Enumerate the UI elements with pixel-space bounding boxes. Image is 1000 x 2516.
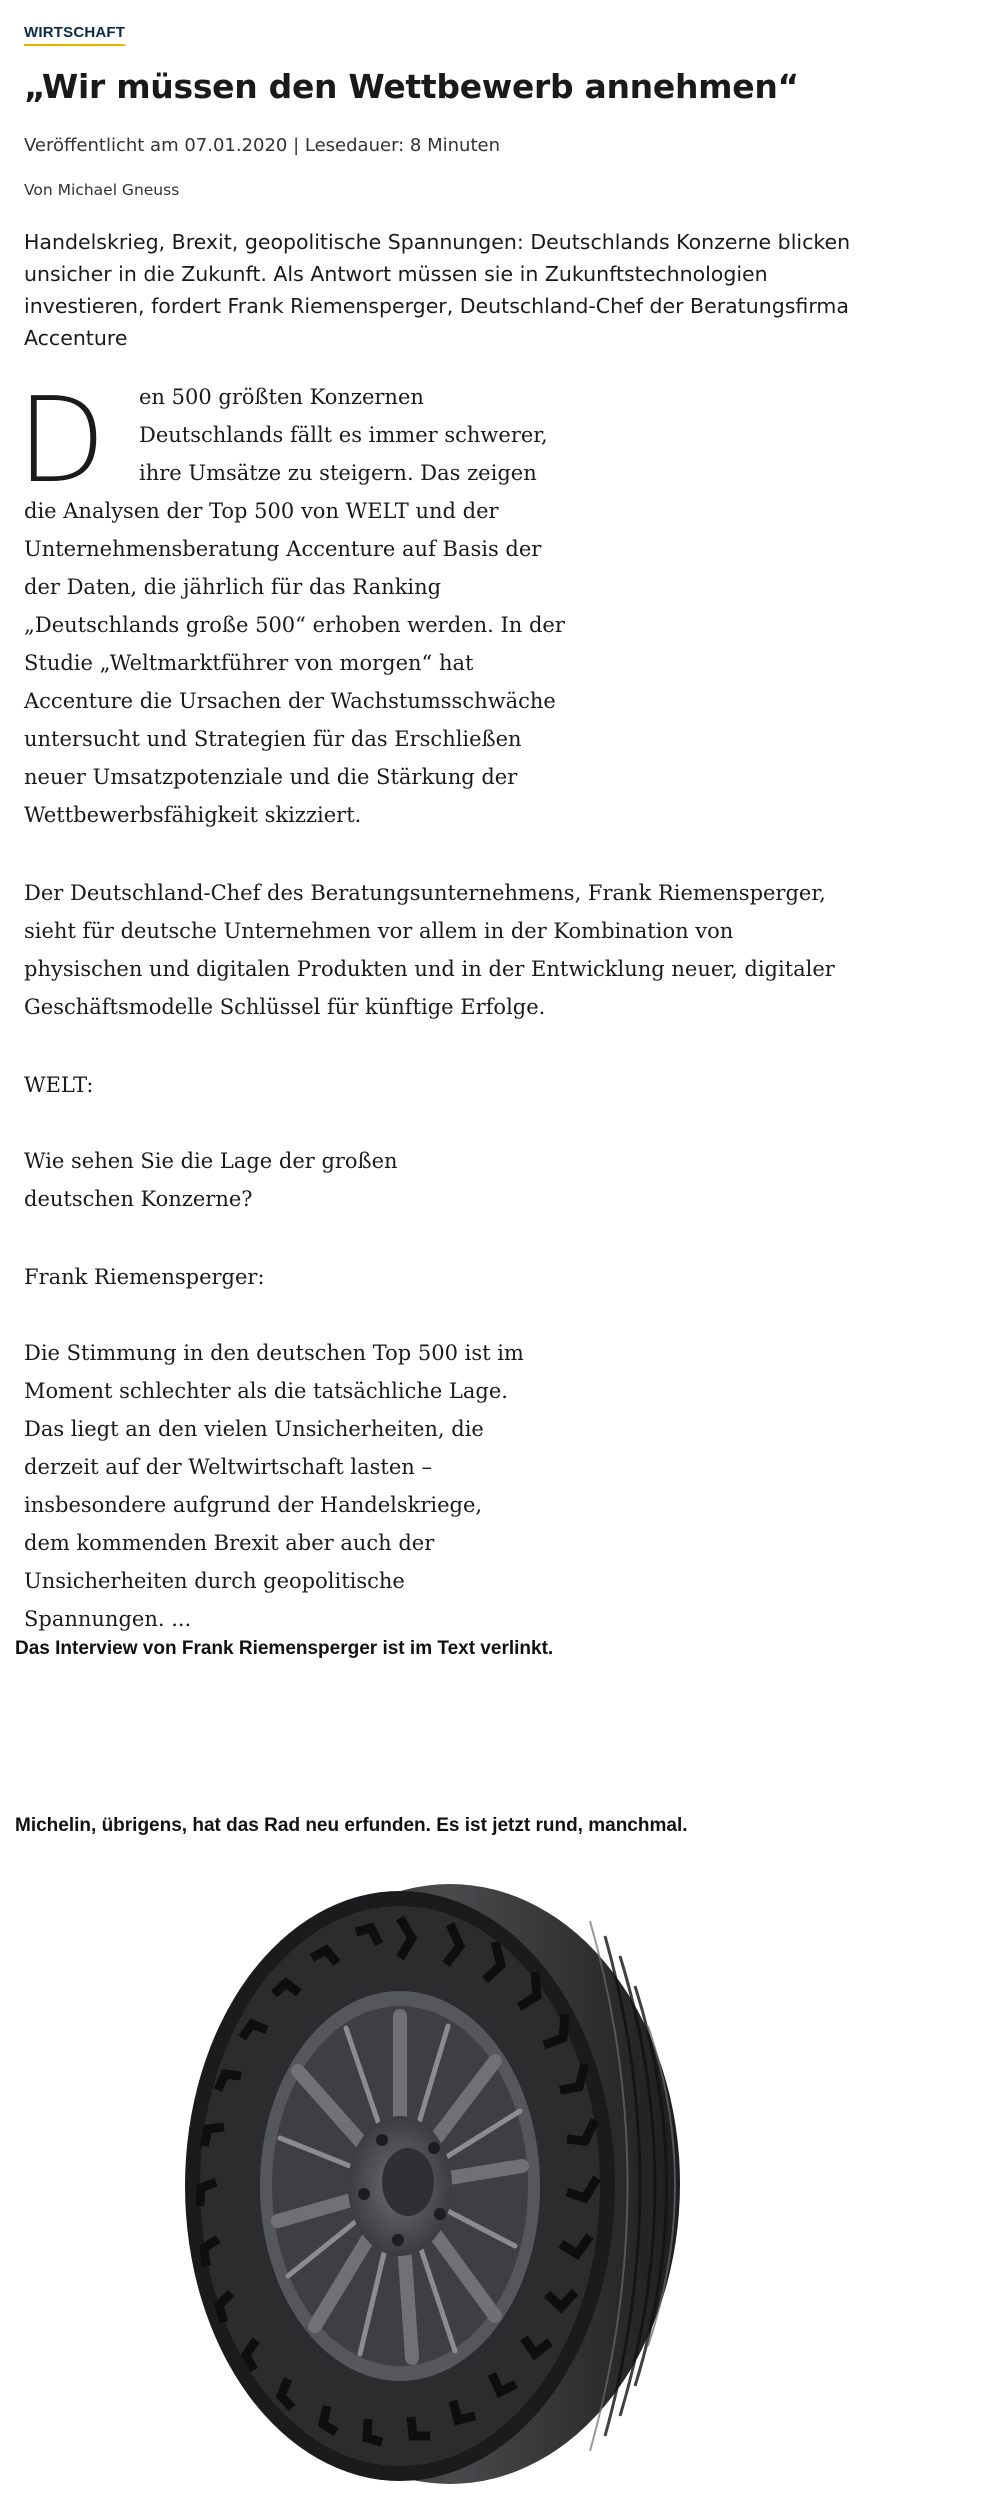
paragraph-line: untersucht und Strategien für das Erschließen [24, 727, 522, 751]
paragraph-line: „Deutschlands große 500“ erhoben werden. In der [24, 613, 565, 637]
interview-answer: Die Stimmung in den deutschen Top 500 ist im Moment schlechter als die tatsächliche Lage. Das liegt an den vielen Unsicherheiten, die derzeit auf der Weltwirtschaft lasten – insbesondere aufgrund der Handelskriege, dem kommenden Brexit aber auch der Unsicherheiten durch geopolitische Spannungen. ... [24, 1341, 524, 1631]
publish-meta: Veröffentlicht am 07.01.2020 | Lesedauer: 8 Minuten [24, 135, 500, 156]
interviewer-label: WELT: [24, 1073, 94, 1097]
paragraph-line: Wettbewerbsfähigkeit skizziert. [24, 803, 362, 827]
paragraph-line: ihre Umsätze zu steigern. Das zeigen [139, 461, 537, 485]
article-headline: „Wir müssen den Wettbewerb annehmen“ [24, 67, 799, 106]
section-link-wirtschaft[interactable]: WIRTSCHAFT [24, 24, 125, 46]
airless-tire-image [150, 1876, 710, 2496]
michelin-note: Michelin, übrigens, hat das Rad neu erfunden. Es ist jetzt rund, manchmal. [15, 1815, 688, 1836]
interview-link-note: Das Interview von Frank Riemensperger ist im Text verlinkt. [15, 1638, 554, 1659]
interview-question: Wie sehen Sie die Lage der großen deutschen Konzerne? [24, 1149, 398, 1211]
paragraph-line: Unternehmensberatung Accenture auf Basis der [24, 537, 542, 561]
paragraph-line: Studie „Weltmarktführer von morgen“ hat [24, 651, 474, 675]
paragraph-intro [24, 378, 565, 834]
paragraph-context: Der Deutschland-Chef des Beratungsunternehmens, Frank Riemensperger, sieht für deutsche Unternehmen vor allem in der Kombination von physischen und digitalen Produkten und in der Entwicklung neuer, digitaler Geschäftsmodelle Schlüssel für künftige Erfolge. [24, 881, 835, 1019]
paragraph-line: Deutschlands fällt es immer schwerer, [139, 423, 548, 447]
paragraph-line: die Analysen der Top 500 von WELT und der [24, 499, 499, 523]
tire-illustration [150, 1876, 710, 2496]
author-byline: Von Michael Gneuss [24, 181, 180, 199]
article-teaser: Handelskrieg, Brexit, geopolitische Spannungen: Deutschlands Konzerne blicken unsicher in die Zukunft. Als Antwort müssen sie in Zukunftstechnologien investieren, fordert Frank Riemensperger, Deutschland-Chef der Beratungsfirma Accenture [24, 230, 851, 350]
interviewee-label: Frank Riemensperger: [24, 1265, 265, 1289]
paragraph-line: en 500 größten Konzernen [139, 385, 424, 409]
paragraph-line: Accenture die Ursachen der Wachstumsschwäche [24, 689, 556, 713]
paragraph-line: der Daten, die jährlich für das Ranking [24, 575, 442, 599]
paragraph-line: neuer Umsatzpotenziale und die Stärkung der [24, 765, 518, 789]
dropcap-letter: D [16, 371, 106, 509]
